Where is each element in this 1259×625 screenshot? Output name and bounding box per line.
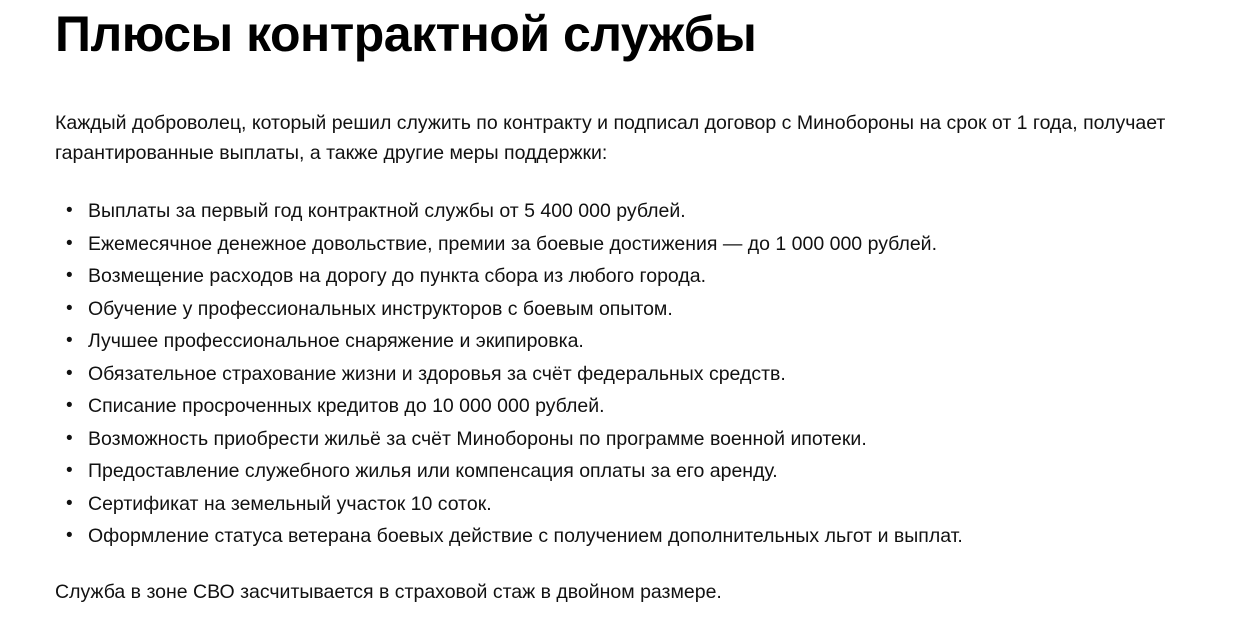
list-item: • Обучение у профессиональных инструкторов с боевым опытом.: [55, 300, 1259, 333]
list-item: • Лучшее профессиональное снаряжение и экипировка.: [55, 332, 1259, 365]
list-item: • Списание просроченных кредитов до 10 000 000 рублей.: [55, 397, 1259, 430]
page-title: Плюсы контрактной службы: [55, 6, 757, 62]
list-item: • Сертификат на земельный участок 10 соток.: [55, 495, 1259, 528]
list-item: • Ежемесячное денежное довольствие, премии за боевые достижения — до 1 000 000 рублей.: [55, 235, 1259, 268]
list-item: • Возможность приобрести жильё за счёт Минобороны по программе военной ипотеки.: [55, 430, 1259, 463]
list-item: • Выплаты за первый год контрактной службы от 5 400 000 рублей.: [55, 202, 1259, 235]
list-item: • Обязательное страхование жизни и здоровья за счёт федеральных средств.: [55, 365, 1259, 398]
intro-paragraph: Каждый доброволец, который решил служить по контракту и подписал договор с Минобороны на срок от 1 года, получает гарантированные выплаты, а также другие меры поддержки:: [55, 112, 1166, 164]
list-item: • Возмещение расходов на дорогу до пункта сбора из любого города.: [55, 267, 1259, 300]
list-item: • Предоставление служебного жилья или компенсация оплаты за его аренду.: [55, 462, 1259, 495]
benefits-list: [55, 168, 1259, 560]
outro-paragraph: Служба в зоне СВО засчитывается в страховой стаж в двойном размере.: [55, 580, 722, 603]
list-item: • Оформление статуса ветерана боевых действие с получением дополнительных льгот и выплат.: [55, 527, 1259, 560]
